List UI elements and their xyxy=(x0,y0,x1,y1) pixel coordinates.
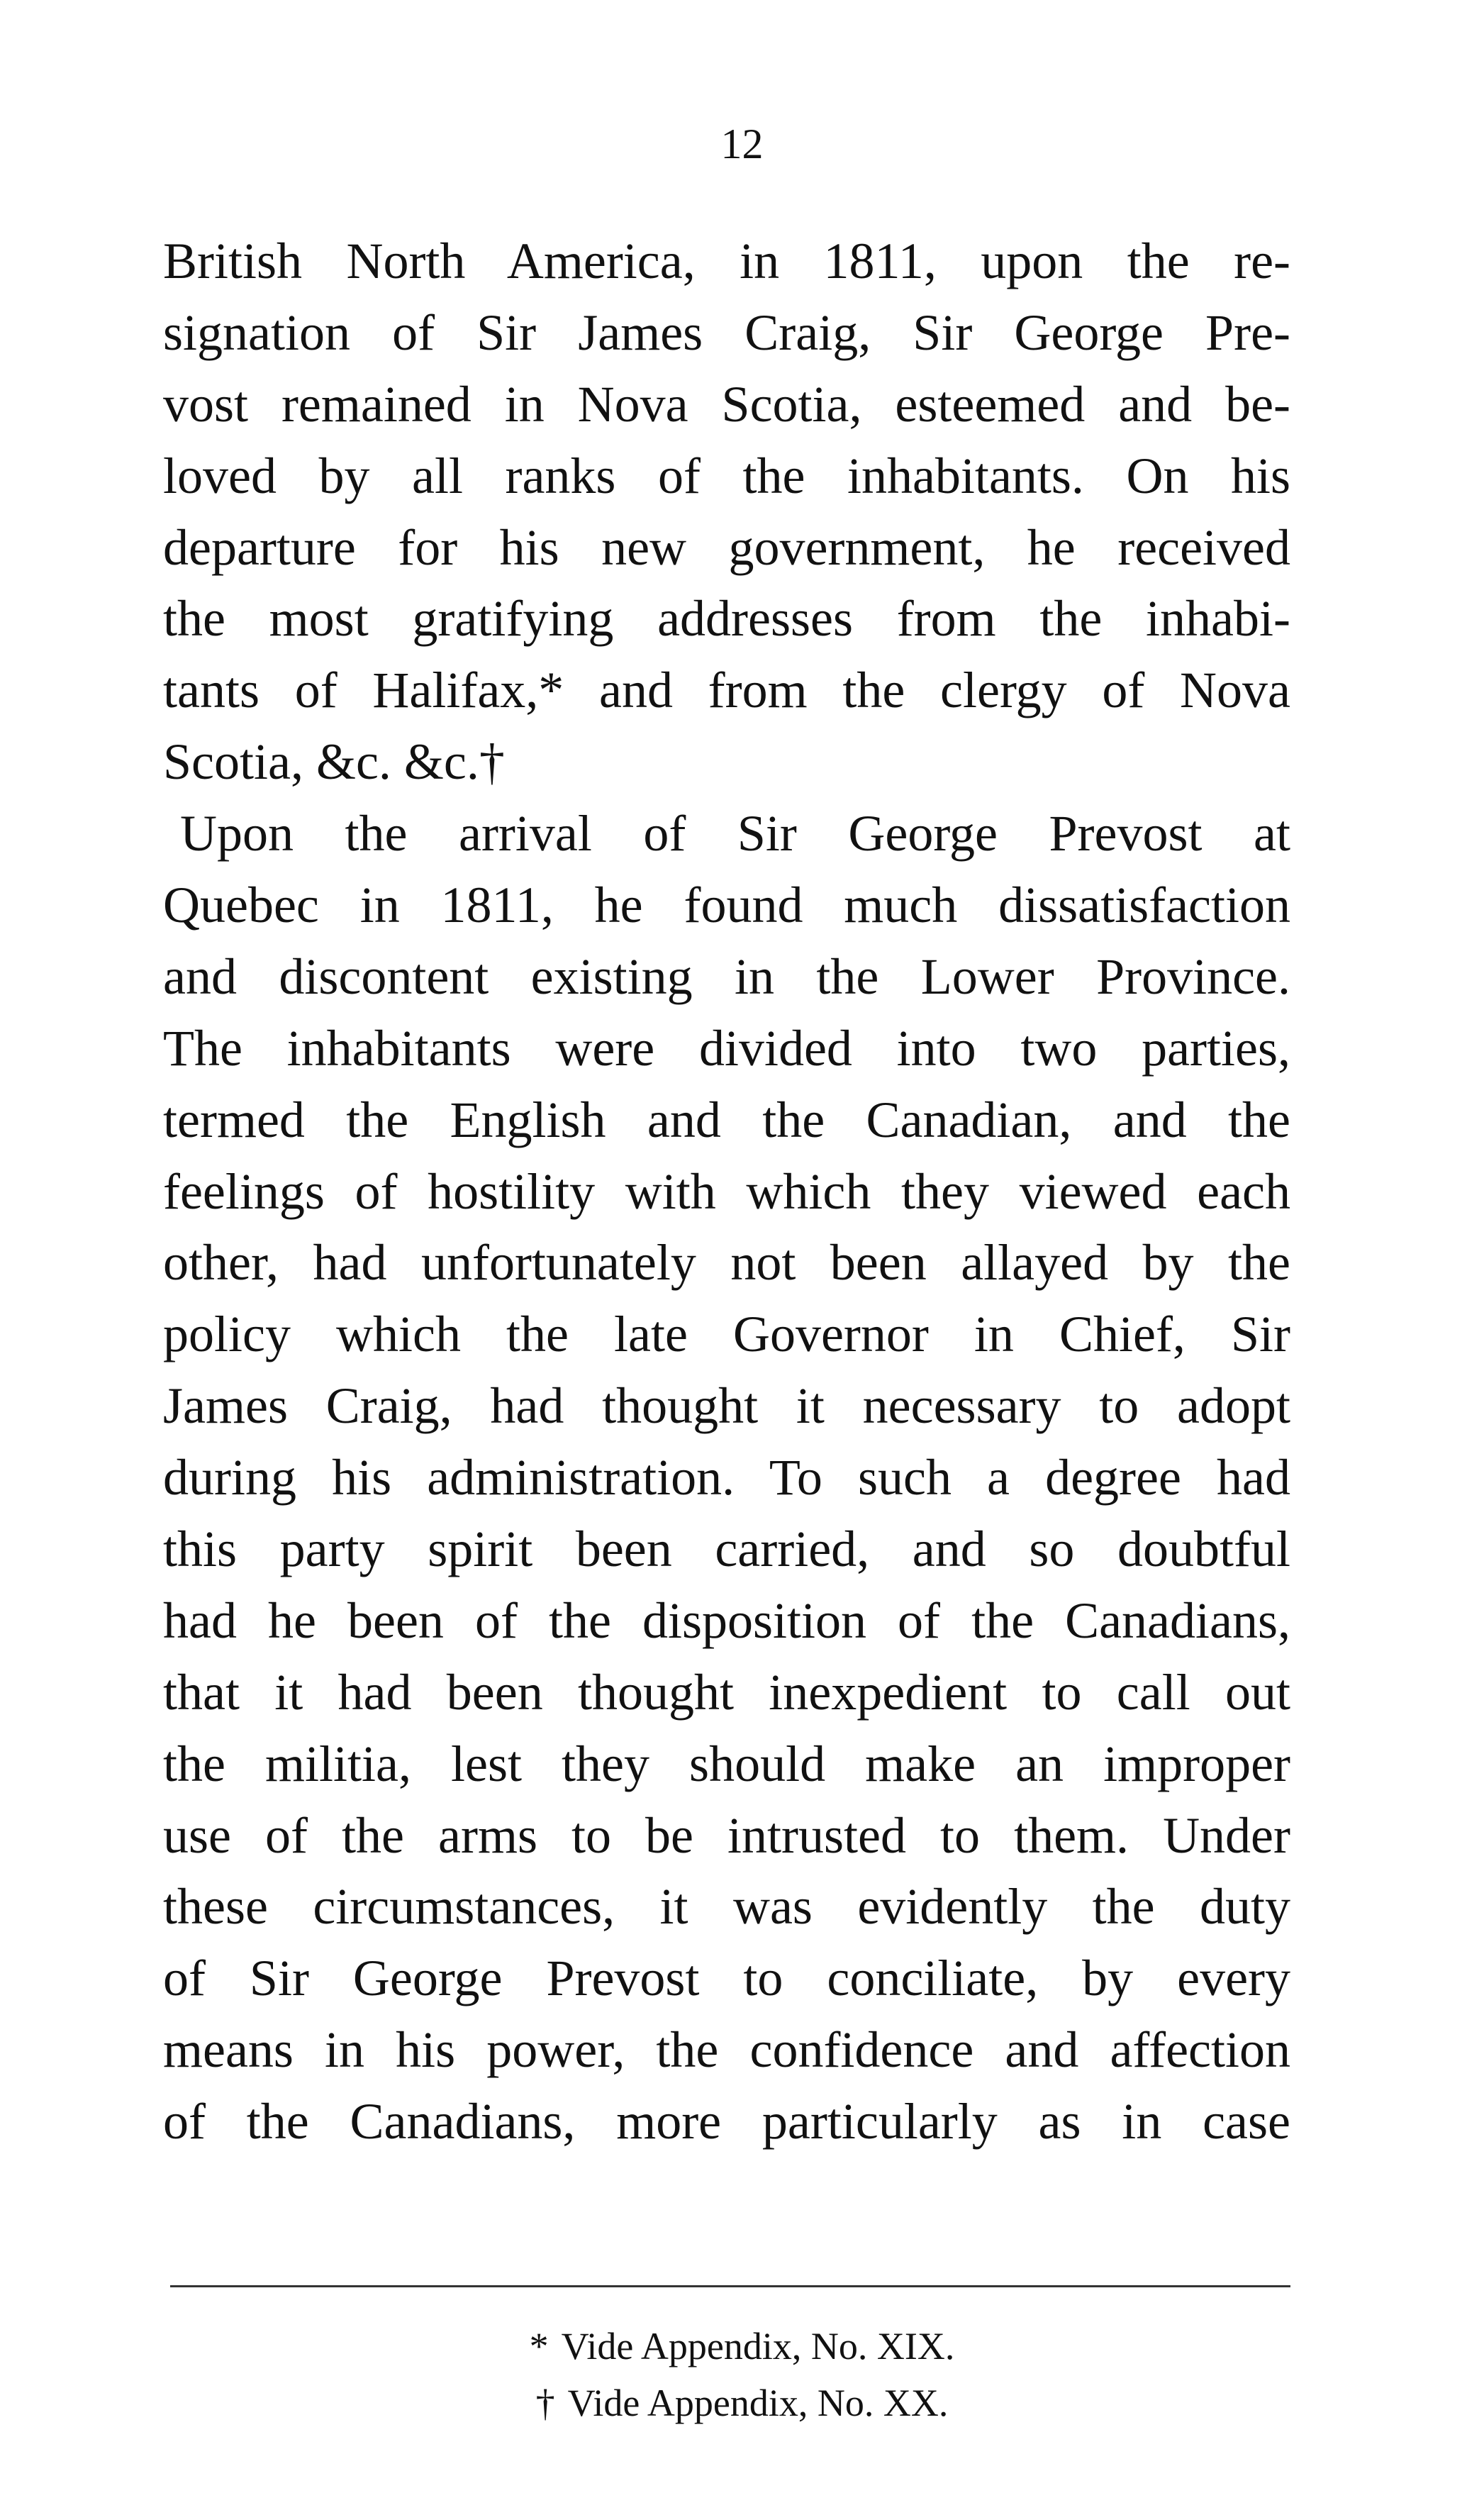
text-line: use of the arms to be intrusted to them. Under xyxy=(163,1806,1290,1864)
footnote-text: Vide Appendix, No. XX. xyxy=(567,2382,949,2424)
text-line: this party spirit been carried, and so doubtful xyxy=(163,1521,1290,1578)
text-line: the most gratifying addresses from the inhabi- xyxy=(163,590,1290,648)
text-line: during his administration. To such a degree had xyxy=(163,1449,1290,1506)
footnotes xyxy=(0,2318,1484,2431)
footnote xyxy=(0,2375,1484,2431)
footnote-mark: * xyxy=(529,2325,549,2367)
text-line: signation of Sir James Craig, Sir George Pre- xyxy=(163,304,1290,361)
text-line: policy which the late Governor in Chief, Sir xyxy=(163,1306,1290,1363)
text-line: of the Canadians, more particularly as in case xyxy=(163,2093,1290,2150)
text-line: loved by all ranks of the inhabitants. On his xyxy=(163,447,1290,504)
text-line: other, had unfortunately not been allayed by the xyxy=(163,1234,1290,1292)
text-line: Scotia, &c. &c.† xyxy=(163,733,505,791)
text-line: departure for his new government, he received xyxy=(163,518,1290,576)
text-line: British North America, in 1811, upon the re- xyxy=(163,233,1290,289)
text-line: and discontent existing in the Lower Province. xyxy=(163,948,1290,1005)
text-line: had he been of the disposition of the Canadians, xyxy=(163,1592,1290,1649)
text-line: James Craig, had thought it necessary to adopt xyxy=(163,1377,1290,1435)
text-line: vost remained in Nova Scotia, esteemed and be- xyxy=(163,375,1290,433)
text-line: that it had been thought inexpedient to call out xyxy=(163,1663,1290,1721)
footnote-mark: † xyxy=(535,2382,555,2424)
text-line: of Sir George Prevost to conciliate, by every xyxy=(163,1950,1290,2007)
text-line: these circumstances, it was evidently the duty xyxy=(163,1878,1290,1936)
page-number: 12 xyxy=(720,121,764,167)
footnote-divider xyxy=(170,2285,1290,2287)
body-text xyxy=(163,226,1290,2158)
footnote xyxy=(0,2318,1484,2375)
text-line: The inhabitants were divided into two parties, xyxy=(163,1019,1290,1077)
text-line: feelings of hostility with which they viewed each xyxy=(163,1162,1290,1220)
text-line: Quebec in 1811, he found much dissatisfaction xyxy=(163,877,1290,934)
text-line: the militia, lest they should make an improper xyxy=(163,1735,1290,1792)
text-line: Upon the arrival of Sir George Prevost at xyxy=(180,805,1290,862)
text-line: means in his power, the confidence and affection xyxy=(163,2021,1290,2079)
text-line: termed the English and the Canadian, and the xyxy=(163,1091,1290,1148)
text-line: tants of Halifax,* and from the clergy of Nova xyxy=(163,662,1290,719)
footnote-text: Vide Appendix, No. XIX. xyxy=(561,2325,955,2367)
